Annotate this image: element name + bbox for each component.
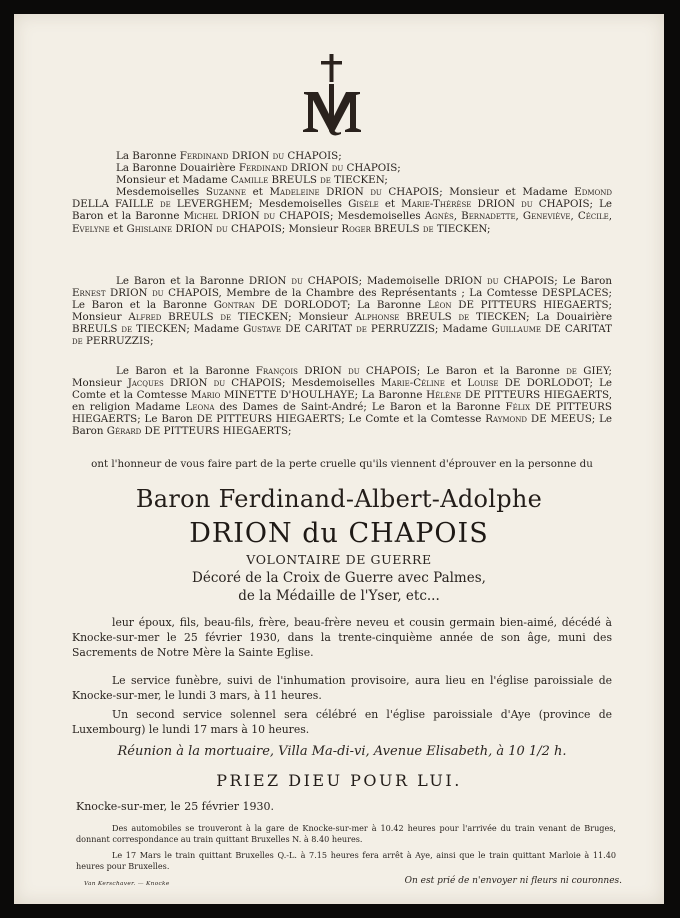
family-text-segment: Gisèle bbox=[348, 198, 379, 211]
family-text-segment: CHAPOIS, Membre de la Chambre des Représentants ; La Comtesse DESPLACES; Le Baron et la Baronne bbox=[72, 287, 612, 312]
family-text-segment: Gustave bbox=[243, 323, 282, 336]
family-text-segment: Le Baron et la Baronne bbox=[116, 365, 256, 377]
family-text-segment: Félix bbox=[505, 401, 531, 414]
family-text-segment: du bbox=[521, 198, 533, 211]
deceased-title: VOLONTAIRE DE GUERRE bbox=[246, 552, 432, 567]
family-text-segment: de bbox=[160, 198, 171, 211]
family-text-segment: TIECKEN; Monsieur bbox=[231, 311, 355, 324]
family-text-segment: DRION bbox=[218, 210, 264, 223]
family-line: La Baronne Ferdinand DRION du CHAPOIS; bbox=[116, 150, 342, 162]
family-text-segment: Louise bbox=[467, 377, 499, 390]
family-text-segment: Le Baron et la Baronne DRION bbox=[116, 275, 292, 287]
family-text-segment: CHAPOIS; Le Baron bbox=[498, 275, 612, 287]
family-text-segment: Gontran bbox=[213, 299, 255, 312]
family-text-segment: GIEY; Monsieur bbox=[72, 365, 613, 390]
family-text-segment: Mario bbox=[191, 389, 221, 402]
family-text-segment: François bbox=[255, 365, 298, 377]
family-text-segment: et bbox=[109, 222, 127, 235]
family-list-3 bbox=[72, 365, 612, 438]
family-text-segment: DE PITTEURS HIEGAERTS; bbox=[141, 425, 292, 438]
family-text-segment: DELLA FAILLE bbox=[72, 198, 161, 211]
family-text-segment: Hélène bbox=[426, 389, 462, 402]
family-text-segment: DE PITTEURS HIEGAERTS, en religion Madame bbox=[72, 389, 612, 414]
family-text-segment: Edmond bbox=[574, 186, 612, 199]
deceased-name-line1: Baron Ferdinand-Albert-Adolphe bbox=[135, 485, 543, 513]
family-text-segment: Raymond bbox=[485, 413, 527, 426]
reunion-notice: Réunion à la mortuaire, Villa Ma-di-vi, Avenue Elisabeth, à 10 1/2 h. bbox=[117, 744, 567, 759]
family-text-segment: et bbox=[378, 198, 402, 211]
family-text-segment: DE DORLODOT; La Baronne bbox=[254, 299, 428, 312]
printer-credit: Van Kerschaver. — Knocke bbox=[84, 881, 170, 887]
no-flowers-note: On est prié de n'envoyer ni fleurs ni couronnes. bbox=[404, 876, 622, 886]
family-text-segment: du bbox=[370, 186, 382, 199]
death-notice: leur époux, fils, beau-fils, frère, beau-frère neveu et cousin germain bien-aimé, décédé à Knocke-sur-mer le 25 février 1930, dans la trente-cinquième année de son âge, muni des Sacrements de Notre Mère la Sainte Eglise. bbox=[72, 616, 612, 659]
prayer-line: PRIEZ DIEU POUR LUI. bbox=[216, 771, 462, 790]
family-text-segment: TIECKEN; La Douairière BREULS bbox=[72, 311, 613, 336]
family-text-segment: de bbox=[566, 365, 577, 377]
intro-text: ont l'honneur de vous faire part de la perte cruelle qu'ils viennent d'éprouver en la personne du bbox=[91, 458, 593, 470]
family-text-segment: DRION bbox=[471, 198, 522, 211]
family-text-segment: DRION bbox=[172, 222, 217, 235]
family-list-2 bbox=[72, 275, 612, 348]
transport-note-2: Le 17 Mars le train quittant Bruxelles Q.-L. à 7.15 heures fera arrêt à Aye, ainsi que le train quittant Marloie à 11.40 heures pour Bruxelles. bbox=[76, 850, 616, 871]
family-text-segment: Ernest bbox=[72, 287, 106, 300]
family-text-segment: Suzanne bbox=[205, 186, 247, 199]
family-text-segment: DE CARITAT bbox=[281, 323, 357, 336]
family-text-segment: de bbox=[220, 311, 232, 324]
family-text-segment: CHAPOIS; Monsieur et Madame bbox=[381, 186, 575, 199]
family-text-segment: BREULS bbox=[399, 311, 459, 324]
family-text-segment: Gérard bbox=[106, 425, 142, 438]
decoration-line1: Décoré de la Croix de Guerre avec Palmes, bbox=[192, 570, 486, 586]
family-line: La Baronne Douairière Ferdinand DRION du CHAPOIS; bbox=[116, 162, 401, 175]
deceased-name-line2: DRION du CHAPOIS bbox=[189, 518, 489, 549]
family-text-segment: de bbox=[72, 335, 83, 348]
family-text-segment: DE PITTEURS HIEGAERTS; Le Baron DE PITTEURS HIEGAERTS; Le Comte et la Comtesse bbox=[72, 401, 612, 426]
funeral-service: Le service funèbre, suivi de l'inhumation provisoire, aura lieu en l'église paroissiale de Knocke-sur-mer, le lundi 3 mars, à 11 heures. bbox=[72, 674, 612, 702]
family-text-segment: Alphonse bbox=[354, 311, 400, 324]
family-text-segment: Agnès, Bernadette, Geneviève, Cécile, Evelyne bbox=[72, 210, 612, 235]
family-text-segment: Mesdemoiselles bbox=[116, 186, 206, 199]
family-text-segment: TIECKEN; Madame bbox=[132, 323, 244, 336]
family-text-segment: Madeleine bbox=[269, 186, 320, 199]
family-text-segment: du bbox=[263, 210, 276, 223]
family-text-segment: TIECKEN; bbox=[433, 222, 491, 235]
family-paragraph bbox=[72, 275, 612, 348]
family-text-segment: des Dames de Saint-André; Le Baron et la Baronne bbox=[214, 401, 506, 414]
second-service: Un second service solennel sera célébré en l'église paroissiale d'Aye (province de Luxembourg) le lundi 17 mars à 10 heures. bbox=[72, 708, 612, 736]
family-text-segment: de bbox=[121, 323, 133, 336]
family-text-segment: et bbox=[444, 377, 468, 390]
family-line: Monsieur et Madame Camille BREULS de TIECKEN; bbox=[116, 174, 388, 187]
family-text-segment: DRION bbox=[319, 186, 371, 199]
family-text-segment: du bbox=[291, 275, 303, 287]
family-text-segment: Guillaume bbox=[491, 323, 542, 336]
family-text-segment: du bbox=[216, 222, 228, 235]
family-text-segment: CHAPOIS; Monsieur bbox=[227, 222, 342, 235]
family-text-segment: DE DORLODOT; Le Comte et la Comtesse bbox=[72, 377, 613, 402]
family-text-segment: Marie-Céline bbox=[381, 377, 445, 390]
family-text-segment: Michel bbox=[183, 210, 219, 223]
family-text-segment: DE MEEUS; Le Baron bbox=[72, 413, 612, 438]
family-text-segment: CHAPOIS; Mesdemoiselles bbox=[225, 377, 381, 390]
family-list-1 bbox=[72, 150, 612, 235]
family-text-segment: DRION bbox=[163, 377, 214, 390]
decoration-line2: de la Médaille de l'Yser, etc... bbox=[238, 588, 440, 604]
family-text-segment: de bbox=[458, 311, 470, 324]
family-text-segment: CHAPOIS; Le Baron et la Baronne bbox=[359, 365, 567, 377]
family-text-segment: du bbox=[348, 365, 360, 377]
m-cross-monogram-icon bbox=[296, 50, 368, 138]
family-text-segment: Alfred bbox=[128, 311, 162, 324]
family-text-segment: DE CARITAT bbox=[541, 323, 612, 336]
transport-note-1: Des automobiles se trouveront à la gare de Knocke-sur-mer à 10.42 heures pour l'arrivée du train venant de Bruges, donnant correspondance au train quittant Bruxelles N. à 8.40 heures. bbox=[76, 823, 616, 844]
family-text-segment: de bbox=[422, 222, 434, 235]
family-text-segment: DRION bbox=[105, 287, 153, 300]
family-text-segment: BREULS bbox=[161, 311, 221, 324]
family-text-segment: du bbox=[487, 275, 499, 287]
family-text-segment: DE PITTEURS HIEGAERTS; Monsieur bbox=[72, 299, 612, 324]
family-text-segment: du bbox=[213, 377, 226, 390]
family-text-segment: de bbox=[356, 323, 367, 336]
place-date: Knocke-sur-mer, le 25 février 1930. bbox=[76, 800, 275, 813]
family-text-segment: Léon bbox=[427, 299, 452, 312]
family-paragraph bbox=[72, 365, 612, 438]
family-text-segment: Ghislaine bbox=[126, 222, 173, 235]
family-text-segment: et bbox=[246, 186, 270, 199]
family-text-segment: Jacques bbox=[127, 377, 164, 390]
family-text-segment: DRION bbox=[297, 365, 349, 377]
family-text-segment: CHAPOIS; Le Baron et la Baronne bbox=[72, 198, 613, 223]
family-text-segment: Roger bbox=[341, 222, 371, 235]
family-text-segment: CHAPOIS; Mesdemoiselles bbox=[275, 210, 425, 223]
family-text-segment: MINETTE D'HOULHAYE; La Baronne bbox=[220, 389, 427, 402]
family-text-segment: Leona bbox=[185, 401, 215, 414]
family-text-segment: Marie-Thérèse bbox=[401, 198, 472, 211]
family-text-segment: CHAPOIS; Mademoiselle DRION bbox=[302, 275, 488, 287]
family-text-segment: BREULS bbox=[370, 222, 423, 235]
family-text-segment: LEVERGHEM; Mesdemoiselles bbox=[170, 198, 349, 211]
family-text-segment: du bbox=[152, 287, 164, 300]
family-paragraph bbox=[72, 186, 612, 234]
family-text-segment: PERRUZZIS; Madame bbox=[366, 323, 492, 336]
family-text-segment: PERRUZZIS; bbox=[82, 335, 154, 348]
